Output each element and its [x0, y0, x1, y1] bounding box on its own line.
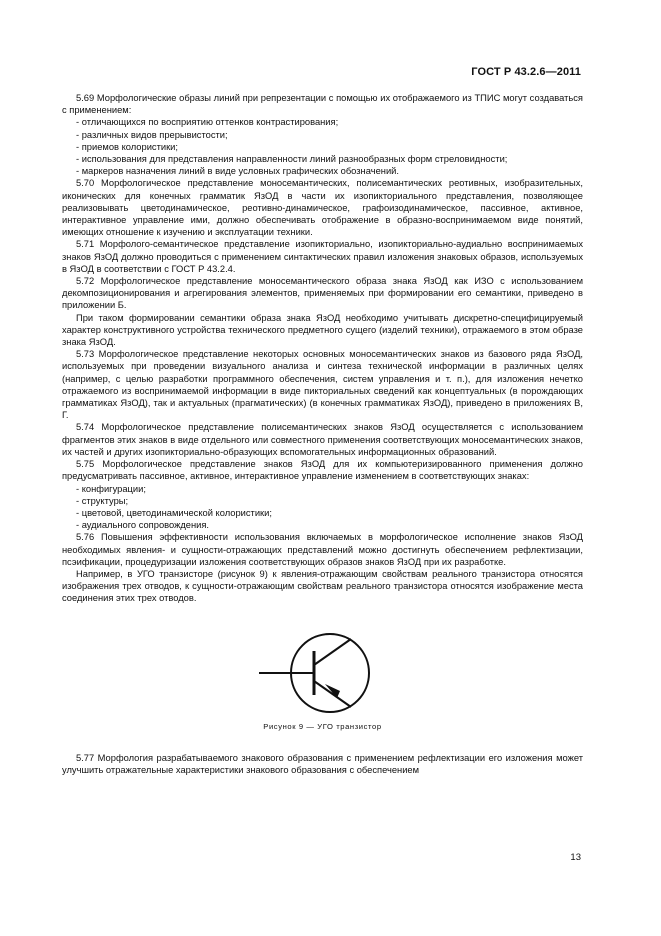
paragraph-5-71: 5.71 Морфолого-семантическое представление изопикториально, изопикториально-аудиально воспринимаемых знаков ЯзОД должно проводиться с применением синтактических правил изложения знаковых образов, используемых в ЯзОД в соответствии с ГОСТ Р 43.2.4.: [62, 239, 583, 274]
transistor-collector-lead: [314, 639, 351, 665]
paragraph-5-69: 5.69 Морфологические образы линий при репрезентации с помощью их отображаемого из ТПИС могут создаваться с применением:: [62, 93, 583, 116]
list-item: - приемов колористики;: [62, 141, 583, 153]
list-item: - структуры;: [62, 495, 583, 507]
transistor-emitter-lead: [314, 681, 351, 707]
document-body: [62, 92, 583, 776]
list-item: - аудиального сопровождения.: [62, 519, 583, 531]
paragraph-5-76: 5.76 Повышения эффективности использования включаемых в морфологическое исполнение знаков ЯзОД необходимых явления- и сущности-отражающих представлений можно достигнуть обеспечением рефлектизации, псэификации, процедуризации изложения соответствующих образов знаков ЯзОД при их разработке.: [62, 532, 583, 567]
paragraph-5-74: 5.74 Морфологическое представление полисемантических знаков ЯзОД осуществляется с использованием фрагментов этих знаков в виде отдельного или совместного применения соответствующих моносемантических знаков, их частей и других изопикториально-образующих вспомогательных информационных образований.: [62, 422, 583, 457]
transistor-symbol-icon: [253, 631, 393, 717]
list-5-75: [62, 483, 583, 532]
document-header: ГОСТ Р 43.2.6—2011: [471, 66, 581, 78]
list-item: - конфигурации;: [62, 483, 583, 495]
figure-9: [62, 631, 583, 733]
list-item: - маркеров назначения линий в виде условных графических обозначений.: [62, 165, 583, 177]
page-number: 13: [570, 852, 581, 863]
paragraph-5-72: 5.72 Морфологическое представление моносемантического образа знака ЯзОД как ИЗО с использованием декомпозиционирования и агрегирования элементов, применяемых при формировании его семантики, приведено в приложении Б.: [62, 276, 583, 311]
paragraph-5-72-continued: При таком формировании семантики образа знака ЯзОД необходимо учитывать дискретно-специфицируемый характер конструктивного устройства технического предметного сущего (изделий техники), отражаемого в этом образе знака ЯзОД.: [62, 312, 583, 348]
paragraph-5-73: 5.73 Морфологическое представление некоторых основных моносемантических знаков из базового ряда ЯзОД, используемых при проведении визуального анализа и синтеза технической информации в различных целях (например, с целью разработки программного обеспечения, систем управления и т. п.), для изложения нечетко отражаемого из воспринимаемой информации в виде пикториальных сведений как концептуальных (в порождающих грамматиках ЯзОД), так и актуальных (прагматических) (в конечных грамматиках ЯзОД), приведено в приложениях В, Г.: [62, 349, 583, 421]
paragraph-5-70: 5.70 Морфологическое представление моносемантических, полисемантических реотивных, изобразительных, иконических для конечных грамматик ЯзОД в части их изопикториального представления, позволяющее реализовывать цветодинамическое, реотивно-динамическое, графоизодинамическое, пассивное, активное, интерактивное управление ими, должно обеспечивать отображение в образно-воспринимаемом виде понятий, имеющих отношение к изучению и эксплуатации техники.: [62, 178, 583, 238]
figure-caption: Рисунок 9 — УГО транзистор: [263, 721, 382, 731]
list-item: - цветовой, цветодинамической колористики;: [62, 507, 583, 519]
paragraph-5-77: 5.77 Морфология разрабатываемого знакового образования с применением рефлектизации его изложения может улучшить отражательные характеристики знакового образования с обеспечением: [62, 752, 583, 775]
list-item: - отличающихся по восприятию оттенков контрастирования;: [62, 116, 583, 128]
paragraph-5-76-example: Например, в УГО транзисторе (рисунок 9) к явления-отражающим свойствам реального транзистора относятся изображения трех отводов, к сущности-отражающим свойствам реального транзистора относятся изображение места соединения этих трех отводов.: [62, 568, 583, 604]
paragraph-5-75: 5.75 Морфологическое представление знаков ЯзОД для их компьютеризированного применения должно предусматривать пассивное, активное, интерактивное управление изменением в соответствующих знаках:: [62, 459, 583, 482]
list-item: - различных видов прерывистости;: [62, 129, 583, 141]
list-item: - использования для представления направленности линий разнообразных форм стреловидности;: [62, 153, 583, 165]
list-5-69: [62, 116, 583, 177]
